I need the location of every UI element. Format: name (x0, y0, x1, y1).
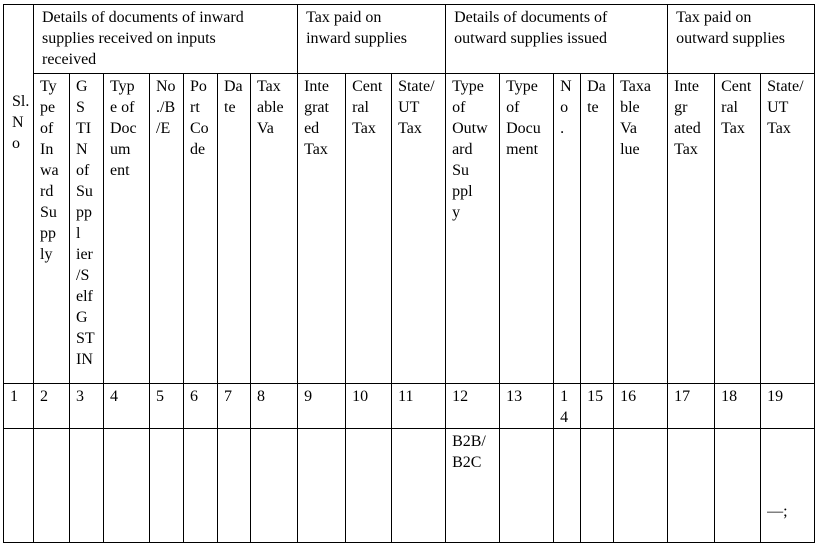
column-number: 1 (4, 384, 34, 429)
column-number: 10 (346, 384, 392, 429)
group-header: Details of documents of inward supplies received on inputs received (34, 5, 298, 74)
column-number-row (4, 384, 815, 429)
table-cell (150, 429, 184, 543)
table-cell (392, 429, 446, 543)
group-header: Tax paid on inward supplies (298, 5, 446, 74)
column-header: Type of Docu ment (500, 74, 554, 384)
column-number: 17 (668, 384, 715, 429)
column-header: No ./B /E (150, 74, 184, 384)
column-header: Tax able Va (251, 74, 298, 384)
table-cell (251, 429, 298, 543)
table-cell (554, 429, 581, 543)
column-number: 13 (500, 384, 554, 429)
table-row (4, 429, 815, 543)
group-header-row (4, 5, 815, 74)
column-header: Da te (218, 74, 251, 384)
table-cell (581, 429, 614, 543)
table-cell (346, 429, 392, 543)
column-number: 1 4 (554, 384, 581, 429)
column-number: 12 (446, 384, 500, 429)
table-cell: B2B/ B2C (446, 429, 500, 543)
column-header: State/ UT Tax (761, 74, 815, 384)
table-cell (668, 429, 715, 543)
table-cell (184, 429, 218, 543)
column-number: 6 (184, 384, 218, 429)
column-number: 2 (34, 384, 70, 429)
column-number: 11 (392, 384, 446, 429)
column-header: Inte grat ed Tax (298, 74, 346, 384)
column-number: 19 (761, 384, 815, 429)
column-header: N o . (554, 74, 581, 384)
column-header: Po rt Co de (184, 74, 218, 384)
table-cell (500, 429, 554, 543)
group-header: Tax paid on outward supplies (668, 5, 815, 74)
column-header: Cent ral Tax (715, 74, 761, 384)
table-cell (614, 429, 668, 543)
column-header: G S TI N of Su pp l ier /S elf G ST IN (70, 74, 104, 384)
table-cell: —; (761, 429, 815, 543)
table-cell (218, 429, 251, 543)
column-number: 8 (251, 384, 298, 429)
column-header-row (4, 74, 815, 384)
column-number: 3 (70, 384, 104, 429)
column-header: Da te (581, 74, 614, 384)
column-number: 9 (298, 384, 346, 429)
column-number: 18 (715, 384, 761, 429)
table-cell (715, 429, 761, 543)
column-number: 5 (150, 384, 184, 429)
table-cell (4, 429, 34, 543)
sl-no-header: Sl. N o (4, 5, 34, 384)
column-header: State/ UT Tax (392, 74, 446, 384)
column-number: 16 (614, 384, 668, 429)
table-cell (70, 429, 104, 543)
table-cell (104, 429, 150, 543)
group-header: Details of documents of outward supplies issued (446, 5, 668, 74)
column-header: Typ e of Doc um ent (104, 74, 150, 384)
column-header: Inte gr ated Tax (668, 74, 715, 384)
column-header: Taxa ble Va lue (614, 74, 668, 384)
table-cell (34, 429, 70, 543)
column-number: 7 (218, 384, 251, 429)
table-cell (298, 429, 346, 543)
column-header: Ty pe of In wa rd Su pp ly (34, 74, 70, 384)
gst-documents-table (3, 4, 815, 543)
column-header: Type of Outw ard Su ppl y (446, 74, 500, 384)
column-number: 15 (581, 384, 614, 429)
column-number: 4 (104, 384, 150, 429)
column-header: Cent ral Tax (346, 74, 392, 384)
